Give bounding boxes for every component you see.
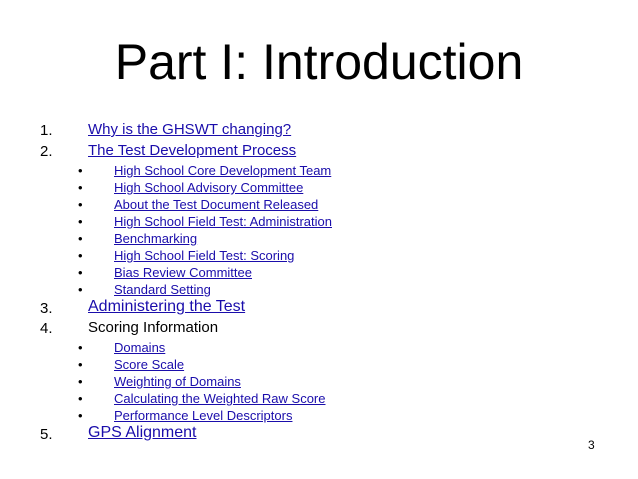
link-benchmarking[interactable]: Benchmarking — [114, 231, 198, 246]
link-field-test-administration[interactable]: High School Field Test: Administration — [114, 214, 332, 229]
bullet: • — [78, 248, 83, 263]
bullet: • — [78, 180, 83, 195]
list-number: 3. — [40, 300, 53, 317]
bullet: • — [78, 265, 83, 280]
bullet: • — [78, 214, 83, 229]
link-field-test-scoring[interactable]: High School Field Test: Scoring — [114, 248, 295, 263]
bullet: • — [78, 282, 83, 297]
link-bias-review-committee[interactable]: Bias Review Committee — [114, 265, 252, 280]
link-administering-the-test[interactable]: Administering the Test — [88, 298, 246, 315]
link-domains[interactable]: Domains — [114, 340, 166, 355]
list-number: 4. — [40, 320, 53, 337]
link-gps-alignment[interactable]: GPS Alignment — [88, 424, 197, 441]
bullet: • — [78, 163, 83, 178]
link-advisory-committee[interactable]: High School Advisory Committee — [114, 180, 304, 195]
link-test-document-released[interactable]: About the Test Document Released — [114, 197, 319, 212]
link-test-development-process[interactable]: The Test Development Process — [88, 142, 297, 159]
bullet: • — [78, 374, 83, 389]
list-number: 5. — [40, 426, 53, 443]
link-weighting-of-domains[interactable]: Weighting of Domains — [114, 374, 241, 389]
bullet: • — [78, 197, 83, 212]
link-performance-level-descriptors[interactable]: Performance Level Descriptors — [114, 408, 293, 423]
link-weighted-raw-score[interactable]: Calculating the Weighted Raw Score — [114, 391, 326, 406]
bullet: • — [78, 231, 83, 246]
link-score-scale[interactable]: Score Scale — [114, 357, 185, 372]
scoring-information-heading: Scoring Information — [88, 319, 219, 336]
list-number: 1. — [40, 122, 53, 139]
bullet: • — [78, 340, 83, 355]
list-number: 2. — [40, 143, 53, 160]
bullet: • — [78, 391, 83, 406]
link-why-ghswt-changing[interactable]: Why is the GHSWT changing? — [88, 121, 292, 138]
link-core-development-team[interactable]: High School Core Development Team — [114, 163, 332, 178]
bullet: • — [78, 357, 83, 372]
page-number: 3 — [588, 438, 595, 452]
bullet: • — [78, 408, 83, 423]
link-standard-setting[interactable]: Standard Setting — [114, 282, 211, 297]
slide-title: Part I: Introduction — [114, 34, 524, 90]
